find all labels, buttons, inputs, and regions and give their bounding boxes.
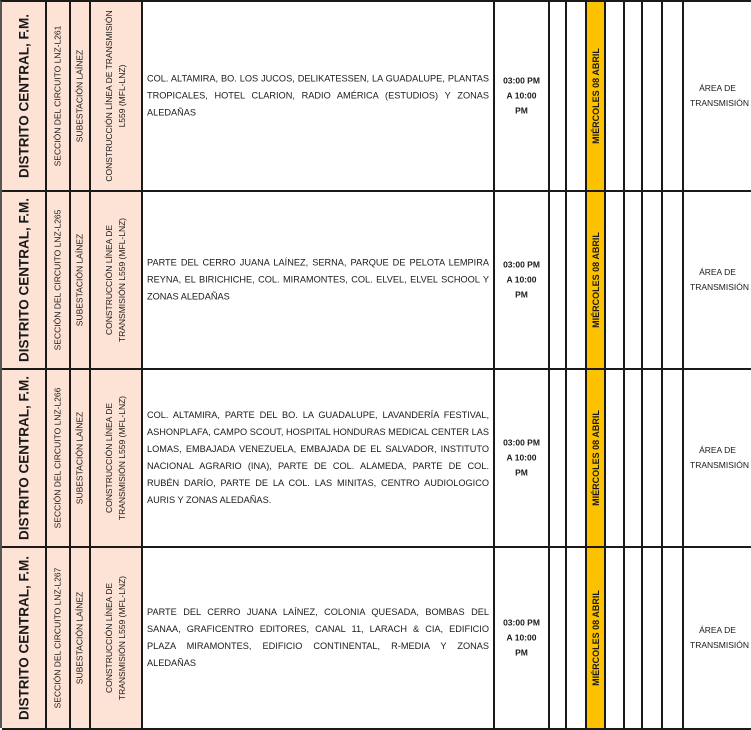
empty-cell: [663, 370, 684, 548]
work-description: CONSTRUCCIÓN LÍNEA DE TRANSMISIÓN L559 (MFL-LNZ): [104, 10, 127, 182]
time-range: 03:00 PM A 10:00 PM: [503, 259, 540, 300]
affected-areas-text: COL. ALTAMIRA, PARTE DEL BO. LA GUADALUPE, LAVANDERÍA FESTIVAL, ASHONPLAFA, CAMPO SCOUT, HOSPITAL HONDURAS MEDICAL CENTER LAS LOMAS, EMBAJADA VENEZUELA, EMBAJADA DE EL SALVADOR, INSTITUTO NACIONAL AGRARIO (INA), PARTE DE COL. ALAMEDA, PARTE DE COL. RUBÉN DARÍO, PARTE DE LA COL. LAS MINITAS, CENTRO AUDIOLOGICO AURIS Y ZONAS ALEDAÑAS.: [147, 410, 489, 505]
empty-cell: [643, 548, 663, 730]
date-label: MIÉRCOLES 08 ABRIL: [590, 232, 601, 328]
substation-cell: [71, 548, 91, 730]
work-description: CONSTRUCCIÓN LÍNEA DE TRANSMISIÓN L559 (MFL-LNZ): [104, 217, 127, 343]
empty-cell: [625, 548, 643, 730]
section-cell: [47, 192, 71, 370]
empty-cell: [625, 2, 643, 192]
substation-label: SUBESTACIÓN LAÍNEZ: [74, 591, 85, 685]
empty-cell: [550, 2, 567, 192]
empty-cell: [606, 548, 625, 730]
circuit-section-label: SECCIÓN DEL CIRCUITO LNZ-L261: [52, 25, 63, 167]
district-cell: [2, 548, 47, 730]
time-cell: [495, 370, 550, 548]
work-cell: [91, 370, 143, 548]
type-cell: [684, 192, 751, 370]
empty-cell: [625, 192, 643, 370]
table-row: [2, 2, 751, 192]
empty-cell: [550, 370, 567, 548]
circuit-section-label: SECCIÓN DEL CIRCUITO LNZ-L267: [52, 567, 63, 709]
areas-cell: [143, 370, 495, 548]
empty-cell: [663, 548, 684, 730]
empty-cell: [643, 192, 663, 370]
date-cell: [587, 370, 606, 548]
district-cell: [2, 192, 47, 370]
area-type-label: ÁREA DE TRANSMISIÓN: [690, 445, 750, 470]
date-cell: [587, 192, 606, 370]
area-type-label: ÁREA DE TRANSMISIÓN: [690, 625, 750, 650]
type-cell: [684, 370, 751, 548]
time-cell: [495, 192, 550, 370]
empty-cell: [643, 370, 663, 548]
table-row: [2, 548, 751, 730]
empty-cell: [550, 192, 567, 370]
work-cell: [91, 548, 143, 730]
substation-label: SUBESTACIÓN LAÍNEZ: [74, 233, 85, 327]
affected-areas-text: PARTE DEL CERRO JUANA LAÍNEZ, SERNA, PARQUE DE PELOTA LEMPIRA REYNA, EL BIRICHICHE, COL. MIRAMONTES, COL. ELVEL, ELVEL SCHOOL Y ZONAS ALEDAÑAS: [147, 257, 489, 302]
empty-cell: [643, 2, 663, 192]
date-label: MIÉRCOLES 08 ABRIL: [590, 410, 601, 506]
time-cell: [495, 2, 550, 192]
areas-cell: [143, 192, 495, 370]
time-range: 03:00 PM A 10:00 PM: [503, 75, 540, 116]
areas-cell: [143, 548, 495, 730]
time-range: 03:00 PM A 10:00 PM: [503, 437, 540, 478]
empty-cell: [567, 370, 587, 548]
empty-cell: [606, 370, 625, 548]
substation-cell: [71, 192, 91, 370]
substation-cell: [71, 370, 91, 548]
section-cell: [47, 2, 71, 192]
substation-label: SUBESTACIÓN LAÍNEZ: [74, 411, 85, 505]
district-label: DISTRITO CENTRAL, F.M.: [16, 198, 31, 362]
date-cell: [587, 548, 606, 730]
section-cell: [47, 370, 71, 548]
table-row: [2, 192, 751, 370]
date-label: MIÉRCOLES 08 ABRIL: [590, 48, 601, 144]
affected-areas-text: COL. ALTAMIRA, BO. LOS JUCOS, DELIKATESSEN, LA GUADALUPE, PLANTAS TROPICALES, HOTEL CLARION, RADIO AMÉRICA (ESTUDIOS) Y ZONAS ALEDAÑAS: [147, 73, 489, 118]
substation-label: SUBESTACIÓN LAÍNEZ: [74, 49, 85, 143]
empty-cell: [550, 548, 567, 730]
empty-cell: [567, 192, 587, 370]
empty-cell: [567, 548, 587, 730]
district-label: DISTRITO CENTRAL, F.M.: [16, 376, 31, 540]
work-description: CONSTRUCCIÓN LÍNEA DE TRANSMISIÓN L559 (MFL-LNZ): [104, 575, 127, 701]
work-description: CONSTRUCCIÓN LÍNEA DE TRANSMISIÓN L559 (MFL-LNZ): [104, 395, 127, 521]
type-cell: [684, 548, 751, 730]
time-cell: [495, 548, 550, 730]
empty-cell: [567, 2, 587, 192]
type-cell: [684, 2, 751, 192]
empty-cell: [663, 192, 684, 370]
area-type-label: ÁREA DE TRANSMISIÓN: [690, 83, 750, 108]
area-type-label: ÁREA DE TRANSMISIÓN: [690, 267, 750, 292]
empty-cell: [663, 2, 684, 192]
empty-cell: [606, 192, 625, 370]
district-cell: [2, 370, 47, 548]
table-row: [2, 370, 751, 548]
empty-cell: [625, 370, 643, 548]
work-cell: [91, 2, 143, 192]
work-cell: [91, 192, 143, 370]
date-label: MIÉRCOLES 08 ABRIL: [590, 590, 601, 686]
areas-cell: [143, 2, 495, 192]
circuit-section-label: SECCIÓN DEL CIRCUITO LNZ-L266: [52, 387, 63, 529]
substation-cell: [71, 2, 91, 192]
district-label: DISTRITO CENTRAL, F.M.: [16, 14, 31, 178]
affected-areas-text: PARTE DEL CERRO JUANA LAÍNEZ, COLONIA QUESADA, BOMBAS DEL SANAA, GRAFICENTRO EDITORES, CANAL 11, LARACH & CIA, EDIFICIO PLAZA MIRAMONTES, EDIFICIO CONTINENTAL, R-MEDIA Y ZONAS ALEDAÑAS: [147, 607, 489, 668]
district-cell: [2, 2, 47, 192]
empty-cell: [606, 2, 625, 192]
district-label: DISTRITO CENTRAL, F.M.: [16, 556, 31, 720]
time-range: 03:00 PM A 10:00 PM: [503, 617, 540, 658]
date-cell: [587, 2, 606, 192]
section-cell: [47, 548, 71, 730]
circuit-section-label: SECCIÓN DEL CIRCUITO LNZ-L265: [52, 209, 63, 351]
